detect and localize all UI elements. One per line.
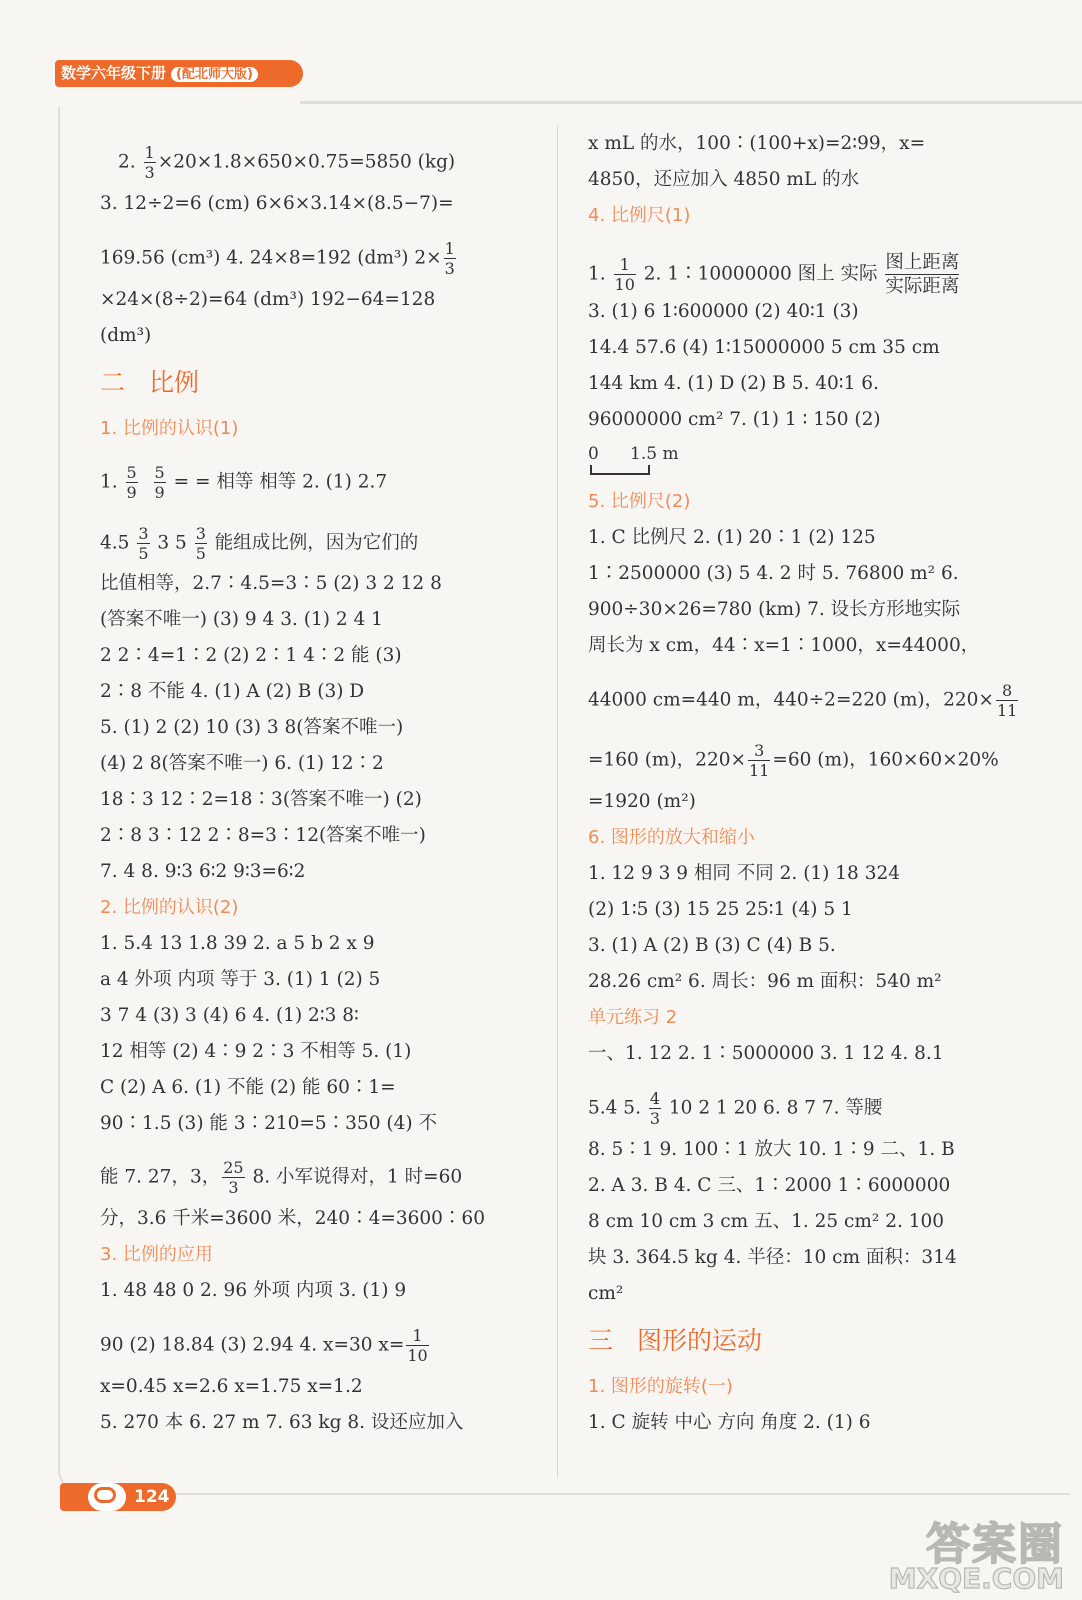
answer-line: 一、1. 12 2. 1∶5000000 3. 1 12 4. 8.1 — [588, 1043, 944, 1064]
answer-line: 4.5 $\frac{3}{5}$ 3 5 $\frac{3}{5}$ 能组成比例，因为它们的 — [100, 524, 419, 563]
answer-line: 28.26 cm² 6. 周长：96 m 面积：540 m² — [588, 971, 942, 992]
fraction: $\frac{25}{3}$ — [223, 1158, 244, 1197]
scale-bar-line — [590, 465, 650, 475]
answer-line: 7. 4 8. 9∶3 6∶2 9∶3=6∶2 — [100, 861, 306, 882]
answer-line: x mL 的水，100∶(100+x)=2∶99，x= — [588, 133, 926, 154]
answer-line: C (2) A 6. (1) 不能 (2) 能 60∶1= — [100, 1077, 396, 1098]
fraction: $\frac{1}{10}$ — [407, 1326, 428, 1365]
answer-line: =1920 (m²) — [588, 791, 696, 812]
watermark-text: 答案圈 — [926, 1519, 1064, 1570]
scale-zero: 0 — [588, 444, 599, 464]
answer-line: 2∶8 3∶12 2∶8=3∶12(答案不唯一) — [100, 825, 426, 846]
answer-line: 90 (2) 18.84 (3) 2.94 4. x=30 x= $\frac{1}{10}$ — [100, 1326, 428, 1365]
answer-line: 5. (1) 2 (2) 10 (3) 3 8(答案不唯一) — [100, 717, 404, 738]
chapter-heading — [588, 1325, 762, 1357]
answer-line: 2. $\frac{1}{3}$ ×20×1.8×650×0.75=5850 (kg) — [118, 143, 456, 182]
answer-line: 1. 5.4 13 1.8 39 2. a 5 b 2 x 9 — [100, 933, 375, 954]
answer-line: 1. $\frac{5}{9}$ $\frac{5}{9}$ = = 相等 相等 2. (1) 2.7 — [100, 463, 388, 502]
chapter-number: 二 — [100, 368, 126, 397]
answer-line: =160 (m)，220× $\frac{3}{11}$ =60 (m)，160×60×20% — [588, 741, 999, 780]
chapter-heading — [100, 367, 199, 399]
answer-line: 3. (1) 6 1∶600000 (2) 40∶1 (3) — [588, 301, 859, 322]
answer-line: 比值相等，2.7∶4.5=3∶5 (2) 3 2 12 8 — [100, 573, 442, 594]
column-divider — [557, 126, 558, 1478]
watermark-url: MXQE.COM — [888, 1562, 1064, 1595]
answer-line: 18∶3 12∶2=18∶3(答案不唯一) (2) — [100, 789, 422, 810]
word-fraction: 图上距离 实际距离 — [885, 252, 960, 297]
answer-line: (dm³) — [100, 325, 152, 346]
watermark-logo — [888, 1508, 1064, 1595]
answer-line: 1∶2500000 (3) 5 4. 2 时 5. 76800 m² 6. — [588, 563, 959, 584]
answer-line: 1. 12 9 3 9 相同 不同 2. (1) 18 324 — [588, 863, 901, 884]
answer-line: ×24×(8÷2)=64 (dm³) 192−64=128 — [100, 289, 436, 310]
section-heading: 5. 比例尺(2) — [588, 491, 691, 512]
answer-line: x=0.45 x=2.6 x=1.75 x=1.2 — [100, 1376, 363, 1397]
answer-line: (2) 1∶5 (3) 15 25 25∶1 (4) 5 1 — [588, 899, 853, 920]
answer-line: 8. 5∶1 9. 100∶1 放大 10. 1∶9 二、1. B — [588, 1139, 955, 1160]
answer-line: 12 相等 (2) 4∶9 2∶3 不相等 5. (1) — [100, 1041, 412, 1062]
answer-line: 3. 12÷2=6 (cm) 6×6×3.14×(8.5−7)= — [100, 193, 454, 214]
fraction: $\frac{5}{9}$ — [154, 463, 165, 502]
header-rule — [300, 101, 1082, 104]
answer-line: 1. C 旋转 中心 方向 角度 2. (1) 6 — [588, 1412, 871, 1433]
chapter-title: 图形的运动 — [637, 1326, 763, 1355]
scale-length: 1.5 m — [630, 444, 679, 464]
answer-line: 1. 48 48 0 2. 96 外项 内项 3. (1) 9 — [100, 1280, 407, 1301]
answer-line: 4850，还应加入 4850 mL 的水 — [588, 169, 860, 190]
section-heading: 4. 比例尺(1) — [588, 205, 691, 226]
fraction: $\frac{8}{11}$ — [996, 681, 1018, 720]
fraction: $\frac{4}{3}$ — [649, 1089, 661, 1128]
answer-line: 2. A 3. B 4. C 三、1∶2000 1∶6000000 — [588, 1175, 951, 1196]
answer-line: 5. 270 本 6. 27 m 7. 63 kg 8. 设还应加入 — [100, 1412, 464, 1433]
edition-label: (配北师大版) — [171, 67, 258, 82]
section-heading: 3. 比例的应用 — [100, 1244, 213, 1265]
answer-line: (4) 2 8(答案不唯一) 6. (1) 12∶2 — [100, 753, 384, 774]
answer-line: a 4 外项 内项 等于 3. (1) 1 (2) 5 — [100, 969, 381, 990]
answer-line: 144 km 4. (1) D (2) B 5. 40∶1 6. — [588, 373, 879, 394]
section-heading: 1. 图形的旋转(一) — [588, 1376, 733, 1397]
answer-line: 2∶8 不能 4. (1) A (2) B (3) D — [100, 681, 365, 702]
fraction: $\frac{3}{5}$ — [138, 524, 149, 563]
book-title: 数学六年级下册 — [61, 64, 167, 82]
answer-line: 3 7 4 (3) 3 (4) 6 4. (1) 2∶3 8∶ — [100, 1005, 359, 1026]
answer-line: 169.56 (cm³) 4. 24×8=192 (dm³) 2× $\frac{1}{3}$ — [100, 239, 455, 278]
chapter-number: 三 — [588, 1326, 614, 1355]
answer-line: 1. C 比例尺 2. (1) 20∶1 (2) 125 — [588, 527, 876, 548]
answer-line: 900÷30×26=780 (km) 7. 设长方形地实际 — [588, 599, 961, 620]
fraction: $\frac{3}{5}$ — [195, 524, 206, 563]
chapter-title: 比例 — [149, 368, 200, 397]
answer-line: 块 3. 364.5 kg 4. 半径：10 cm 面积：314 — [588, 1247, 957, 1268]
page-ring-icon — [88, 1483, 126, 1511]
fraction: $\frac{3}{11}$ — [748, 741, 770, 780]
answer-line: 90∶1.5 (3) 能 3∶210=5∶350 (4) 不 — [100, 1113, 437, 1134]
answer-line: 96000000 cm² 7. (1) 1 ∶ 150 (2) — [588, 409, 881, 430]
answer-line: 5.4 5. $\frac{4}{3}$ 10 2 1 20 6. 8 7 7. 等腰 — [588, 1089, 883, 1128]
fraction: $\frac{1}{10}$ — [614, 255, 635, 294]
answer-line: cm² — [588, 1283, 624, 1304]
answer-line: 1. $\frac{1}{10}$ 2. 1∶10000000 图上 实际 图上距离 实际距离 — [588, 252, 960, 297]
answer-line: 能 7. 27，3， $\frac{25}{3}$ 8. 小军说得对，1 时=60 — [100, 1158, 463, 1197]
fraction: $\frac{1}{3}$ — [144, 143, 155, 182]
answer-line: 分，3.6 千米=3600 米，240∶4=3600∶60 — [100, 1208, 485, 1229]
answer-line: 2 2∶4=1∶2 (2) 2∶1 4∶2 能 (3) — [100, 645, 402, 666]
answer-line: 3. (1) A (2) B (3) C (4) B 5. — [588, 935, 836, 956]
answer-line: 44000 cm=440 m，440÷2=220 (m)，220× $\frac{8}{11}$ — [588, 681, 1018, 720]
answer-line: (答案不唯一) (3) 9 4 3. (1) 2 4 1 — [100, 609, 383, 630]
fraction: $\frac{5}{9}$ — [126, 463, 137, 502]
fraction: $\frac{1}{3}$ — [444, 239, 455, 278]
section-heading: 6. 图形的放大和缩小 — [588, 827, 755, 848]
section-heading: 2. 比例的认识(2) — [100, 897, 239, 918]
answer-line: 14.4 57.6 (4) 1∶15000000 5 cm 35 cm — [588, 337, 940, 358]
section-heading: 单元练习 2 — [588, 1007, 678, 1028]
section-heading: 1. 比例的认识(1) — [100, 418, 239, 439]
book-title-badge — [55, 60, 303, 87]
page-number: 124 — [134, 1487, 170, 1507]
answer-line: 周长为 x cm，44∶x=1∶1000，x=44000， — [588, 635, 980, 656]
answer-line: 8 cm 10 cm 3 cm 五、1. 25 cm² 2. 100 — [588, 1211, 945, 1232]
